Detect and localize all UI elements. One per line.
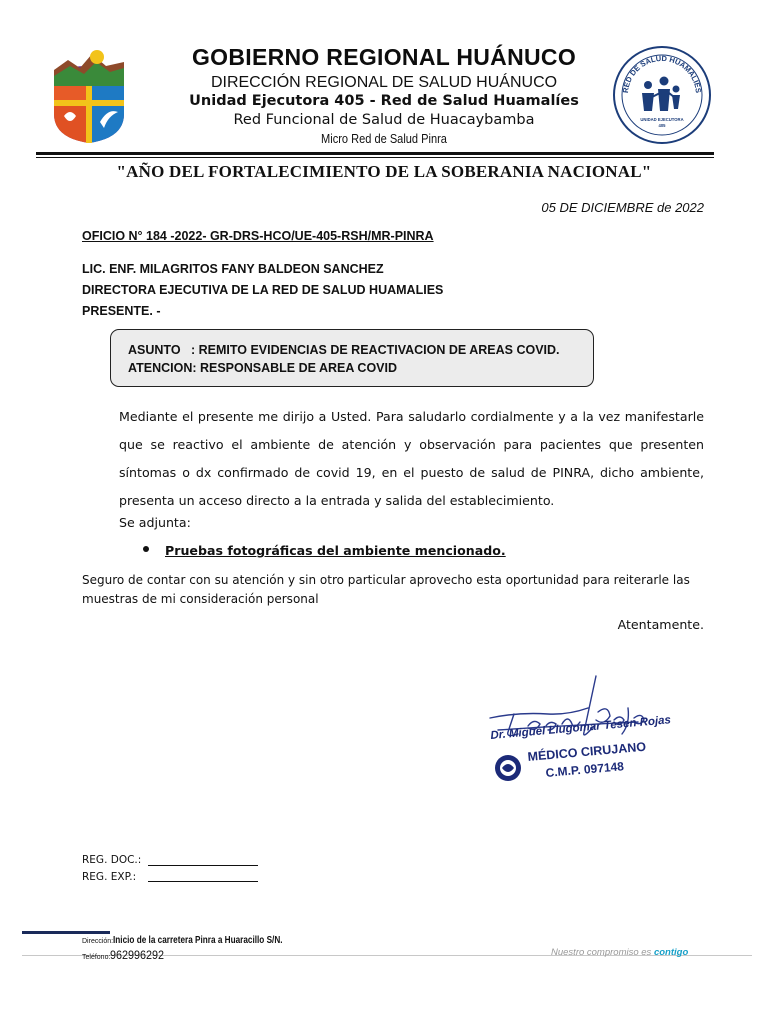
header-micro-red: Micro Red de Salud Pinra bbox=[321, 131, 447, 146]
addressee-presente: PRESENTE. - bbox=[82, 304, 161, 318]
reg-exp-line bbox=[148, 881, 258, 882]
document-date: 05 DE DICIEMBRE de 2022 bbox=[541, 200, 704, 215]
atentamente: Atentamente. bbox=[617, 617, 704, 632]
atencion-line: ATENCION: RESPONSABLE DE AREA COVID bbox=[128, 361, 398, 375]
seal-bottom-text: UNIDAD EJECUTORA bbox=[640, 117, 684, 122]
header-divider-thick bbox=[36, 152, 714, 155]
addressee-name: LIC. ENF. MILAGRITOS FANY BALDEON SANCHEZ bbox=[82, 262, 384, 276]
seal-top-text: RED DE SALUD HUAMALIES bbox=[620, 53, 703, 94]
body-paragraph: Mediante el presente me dirijo a Usted. Para saludarlo cordialmente y a la vez manifestarle que se reactivo el ambiente de atención y observación para pacientes que presenten síntomas o dx confirmado de covid 19, en el puesto de salud de PINRA, dicho ambiente, presenta un acceso directo a la entrada y salida del establecimiento. bbox=[119, 409, 704, 508]
header-red-funcional: Red Funcional de Salud de Huacaybamba bbox=[233, 112, 535, 128]
reg-exp-label: REG. EXP.: bbox=[82, 871, 137, 883]
bullet-dot-icon bbox=[143, 546, 149, 552]
red-salud-seal-icon bbox=[612, 45, 712, 145]
slogan-text: Nuestro compromiso es bbox=[551, 947, 654, 958]
reg-doc-line bbox=[148, 865, 258, 866]
slogan-highlight: contigo bbox=[653, 947, 689, 958]
header-title: GOBIERNO REGIONAL HUÁNUCO bbox=[191, 44, 577, 70]
addressee-position: DIRECTORA EJECUTIVA DE LA RED DE SALUD HUAMALIES bbox=[82, 283, 444, 297]
asunto-box bbox=[110, 329, 594, 387]
header-divider-thin bbox=[36, 157, 714, 158]
footer-phone-value: 962996292 bbox=[110, 948, 165, 962]
adjunta-label: Se adjunta: bbox=[119, 515, 191, 530]
year-motto: "AÑO DEL FORTALECIMIENTO DE LA SOBERANIA NACIONAL" bbox=[116, 162, 652, 181]
reg-doc-label: REG. DOC.: bbox=[82, 854, 142, 866]
attachment-item: Pruebas fotográficas del ambiente mencionado. bbox=[165, 543, 506, 558]
signer-title: MÉDICO CIRUJANO bbox=[527, 739, 647, 764]
footer-phone-label: Teléfono: bbox=[82, 954, 111, 961]
footer-address bbox=[82, 935, 320, 946]
footer-address-value: Inicio de la carretera Pinra a Huaracillo S/N. bbox=[113, 935, 283, 946]
oficio-number: OFICIO N° 184 -2022- GR-DRS-HCO/UE-405-RSH/MR-PINRA bbox=[82, 229, 434, 243]
closing-paragraph: Seguro de contar con su atención y sin otro particular aprovecho esta oportunidad para reiterarle las muestras de mi consideración personal bbox=[82, 573, 690, 606]
asunto-line: ASUNTO : REMITO EVIDENCIAS DE REACTIVACION DE AREAS COVID. bbox=[128, 343, 560, 357]
footer-address-label: Dirección: bbox=[82, 938, 114, 945]
seal-number: 405 bbox=[658, 123, 666, 128]
signer-name: Dr. Miguel Llugomar Tesen Rojas bbox=[490, 714, 672, 742]
footer-accent-bar bbox=[22, 931, 110, 934]
footer-slogan bbox=[551, 947, 688, 958]
footer-phone bbox=[82, 948, 171, 962]
header-unidad: Unidad Ejecutora 405 - Red de Salud Huamalíes bbox=[189, 93, 579, 109]
signer-cmp: C.M.P. 097148 bbox=[545, 759, 625, 780]
header-direccion: DIRECCIÓN REGIONAL DE SALUD HUÁNUCO bbox=[210, 74, 558, 91]
